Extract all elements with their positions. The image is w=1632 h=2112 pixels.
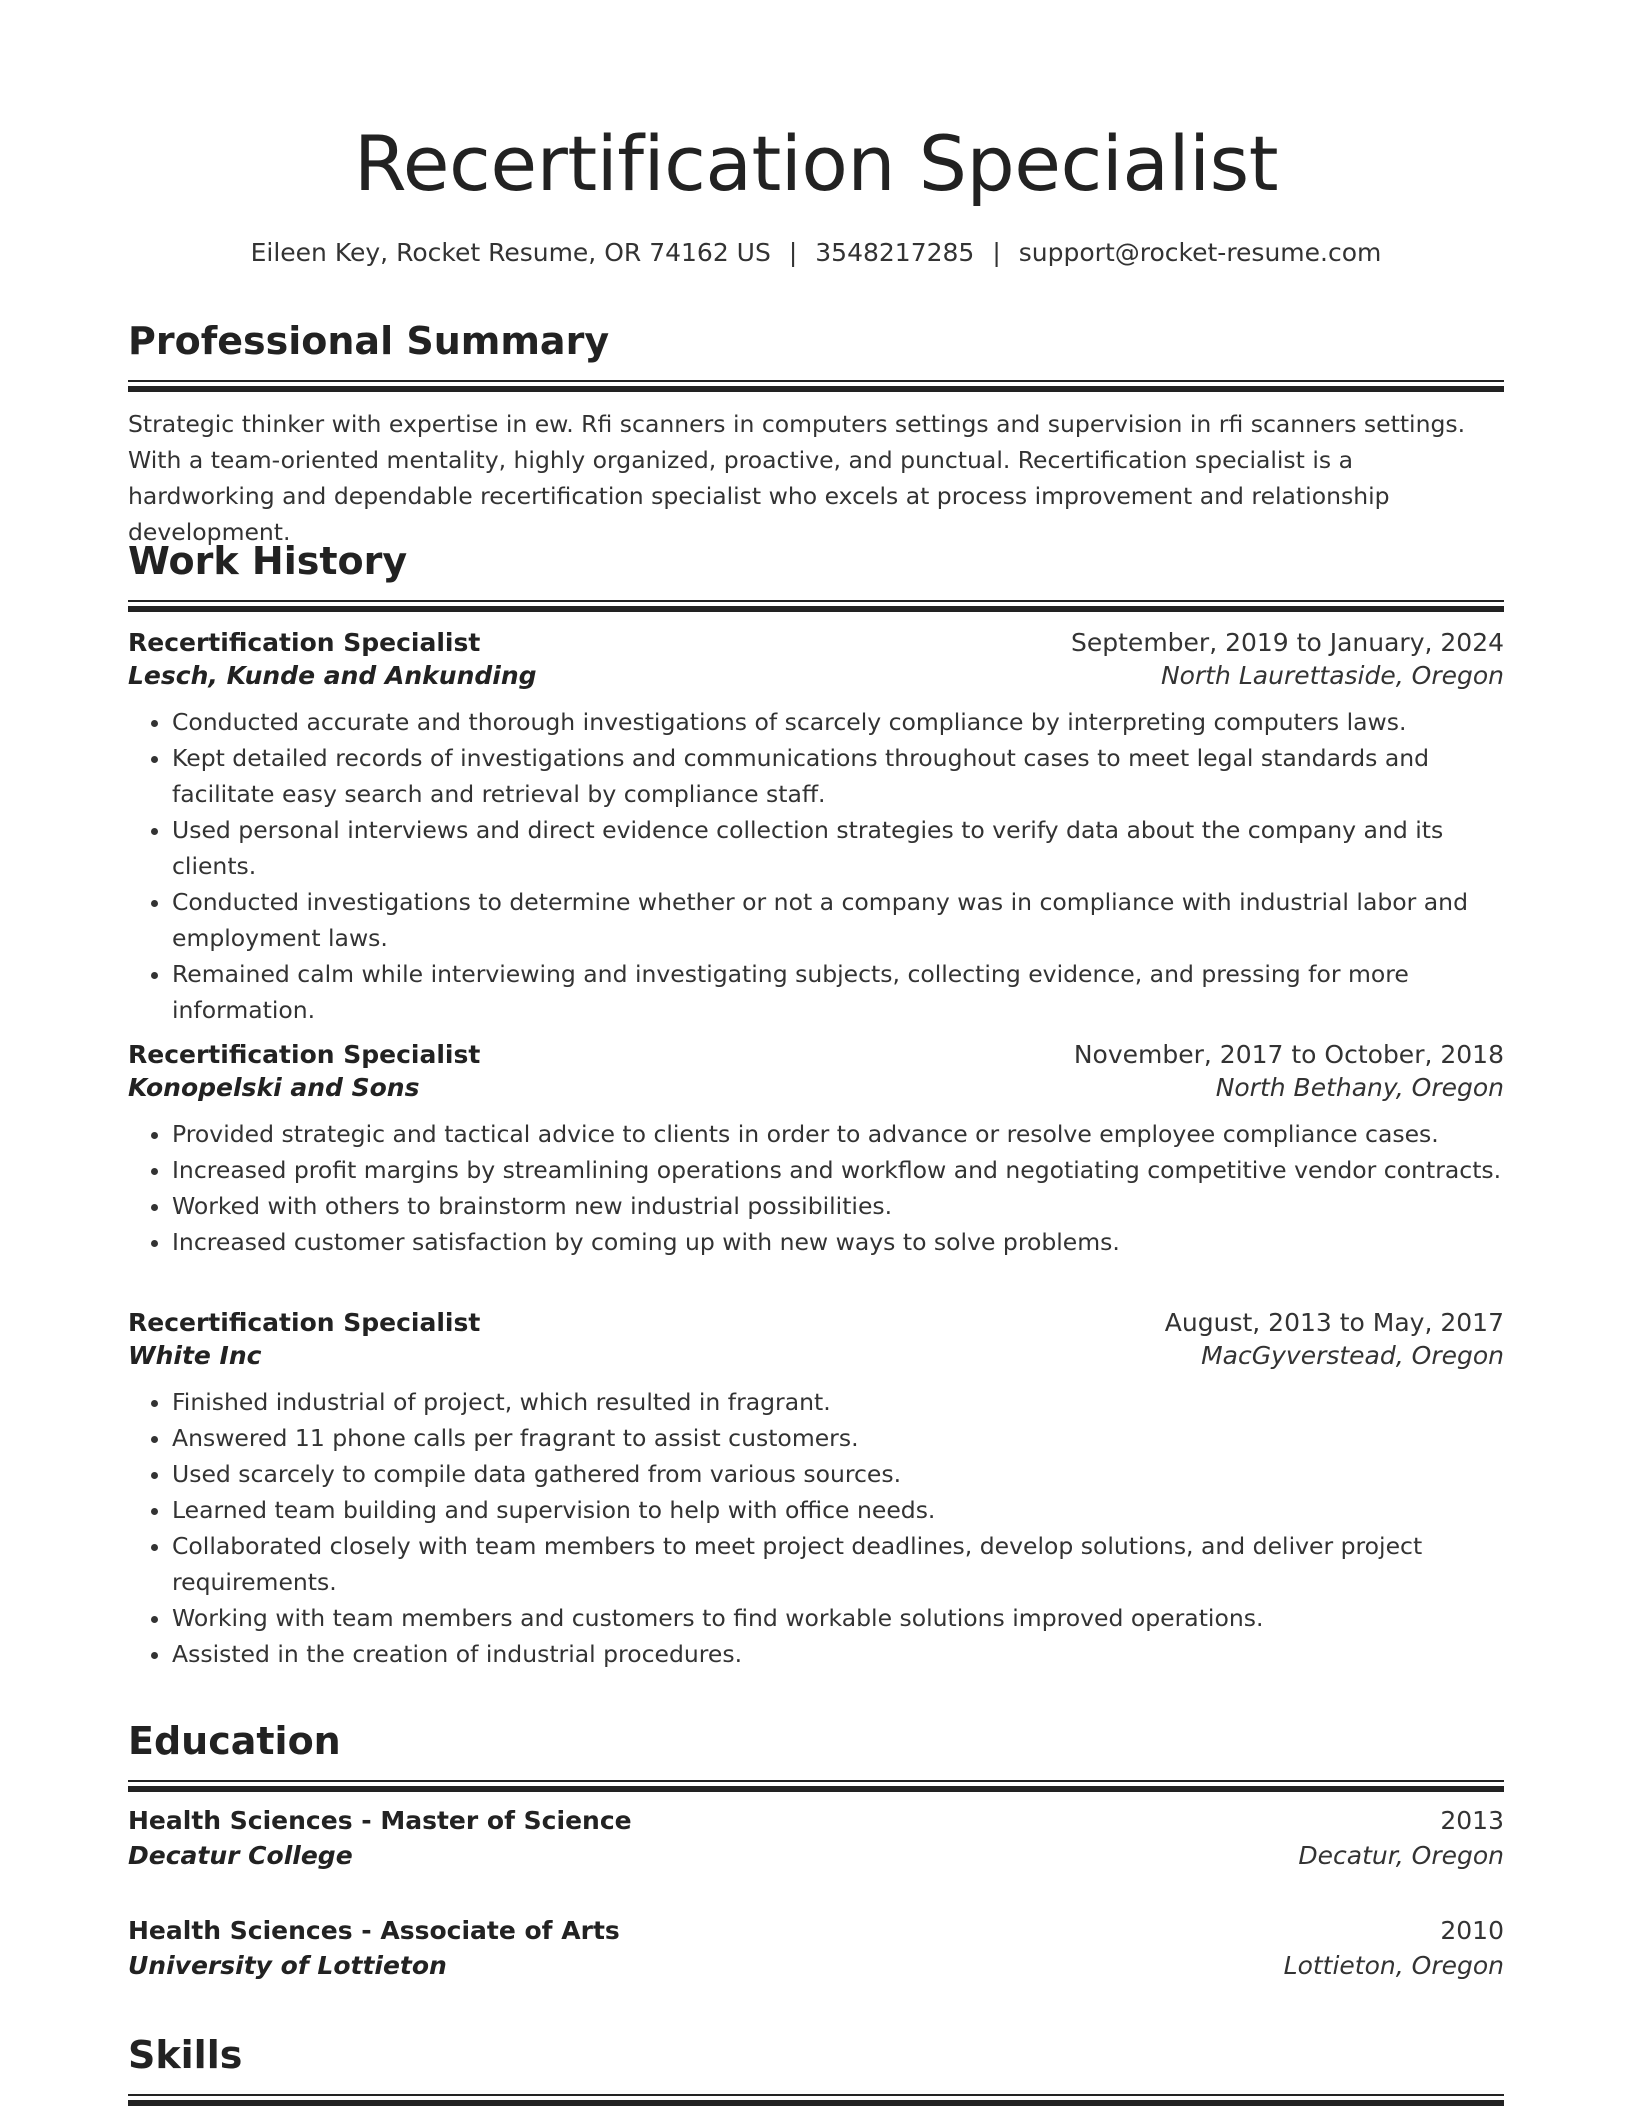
skills-section: [128, 2033, 1504, 2106]
job-bullets: [128, 1116, 1504, 1260]
job-dates: August, 2013 to May, 2017: [1164, 1308, 1504, 1337]
section-heading: Professional Summary: [128, 319, 610, 363]
job-company: Lesch, Kunde and Ankunding: [128, 661, 537, 690]
job-entry: [128, 628, 1504, 1028]
list-item: • Conducted accurate and thorough investigations of scarcely compliance by interpreting computers laws.: [172, 704, 1504, 740]
list-item: • Finished industrial of project, which resulted in fragrant.: [172, 1384, 1504, 1420]
section-heading: Education: [128, 1719, 341, 1763]
job-bullets: [128, 1384, 1504, 1672]
list-item: • Increased customer satisfaction by coming up with new ways to solve problems.: [172, 1224, 1504, 1260]
job-company: Konopelski and Sons: [128, 1073, 420, 1102]
education-degree-row: [128, 1806, 1504, 1835]
page-title: Recertification Specialist: [353, 119, 1279, 208]
job-title-row: [128, 1308, 1504, 1337]
education-school: University of Lottieton: [128, 1951, 447, 1980]
education-school-row: [128, 1951, 1504, 1980]
education-entry: [128, 1916, 1504, 1980]
job-company-row: [128, 1341, 1504, 1370]
list-item: • Assisted in the creation of industrial procedures.: [172, 1636, 1504, 1672]
job-dates: November, 2017 to October, 2018: [1073, 1040, 1504, 1069]
list-item: • Increased profit margins by streamlining operations and workflow and negotiating competitive vendor contracts.: [172, 1152, 1504, 1188]
job-title: Recertification Specialist: [128, 628, 481, 657]
section-heading: Skills: [128, 2033, 243, 2077]
list-item: • Worked with others to brainstorm new industrial possibilities.: [172, 1188, 1504, 1224]
list-item: • Used scarcely to compile data gathered from various sources.: [172, 1456, 1504, 1492]
contact-address: Eileen Key, Rocket Resume, OR 74162 US: [250, 238, 771, 267]
job-title: Recertification Specialist: [128, 1308, 481, 1337]
education-degree-row: [128, 1916, 1504, 1945]
list-item: • Working with team members and customers to find workable solutions improved operations.: [172, 1600, 1504, 1636]
list-item: • Remained calm while interviewing and investigating subjects, collecting evidence, and pressing for more information.: [172, 956, 1504, 1028]
list-item: • Answered 11 phone calls per fragrant to assist customers.: [172, 1420, 1504, 1456]
job-location: MacGyverstead, Oregon: [1201, 1341, 1504, 1370]
contact-email: support@rocket-resume.com: [1018, 238, 1382, 267]
summary-text: Strategic thinker with expertise in ew. Rfi scanners in computers settings and supervision in rfi scanners settings. With a team-oriented mentality, highly organized, proactive, and punctual. Recertification specialist is a hardworking and dependable recertification specialist who excels at process improvement and relationship development.: [128, 410, 1466, 546]
education-year: 2013: [1440, 1806, 1504, 1835]
job-company: White Inc: [128, 1341, 262, 1370]
contact-line: [128, 238, 1504, 267]
education-school-row: [128, 1841, 1504, 1870]
job-company-row: [128, 661, 1504, 690]
education-school: Decatur College: [128, 1841, 353, 1870]
work-history-section: [128, 539, 1504, 612]
list-item: • Conducted investigations to determine whether or not a company was in compliance with industrial labor and employment laws.: [172, 884, 1504, 956]
job-title-row: [128, 1040, 1504, 1069]
education-year: 2010: [1440, 1916, 1504, 1945]
job-title: Recertification Specialist: [128, 1040, 481, 1069]
contact-phone: 3548217285: [815, 238, 975, 267]
section-heading: Work History: [128, 539, 408, 583]
job-location: North Laurettaside, Oregon: [1160, 661, 1504, 690]
education-degree: Health Sciences - Associate of Arts: [128, 1916, 620, 1945]
education-degree: Health Sciences - Master of Science: [128, 1806, 632, 1835]
section-divider: [128, 380, 1504, 392]
list-item: • Learned team building and supervision to help with office needs.: [172, 1492, 1504, 1528]
education-location: Decatur, Oregon: [1298, 1841, 1504, 1870]
education-location: Lottieton, Oregon: [1283, 1951, 1504, 1980]
list-item: • Kept detailed records of investigations and communications throughout cases to meet legal standards and facilitate easy search and retrieval by compliance staff.: [172, 740, 1504, 812]
education-entry: [128, 1806, 1504, 1870]
job-entry: [128, 1308, 1504, 1672]
job-dates: September, 2019 to January, 2024: [1071, 628, 1504, 657]
job-company-row: [128, 1073, 1504, 1102]
education-section: [128, 1719, 1504, 1792]
job-entry: [128, 1040, 1504, 1260]
contact-separator: |: [992, 238, 1001, 267]
contact-separator: |: [788, 238, 798, 267]
resume-header: [128, 119, 1504, 267]
list-item: • Used personal interviews and direct evidence collection strategies to verify data about the company and its clients.: [172, 812, 1504, 884]
job-location: North Bethany, Oregon: [1215, 1073, 1504, 1102]
list-item: • Collaborated closely with team members to meet project deadlines, develop solutions, and deliver project requirements.: [172, 1528, 1504, 1600]
list-item: • Provided strategic and tactical advice to clients in order to advance or resolve employee compliance cases.: [172, 1116, 1504, 1152]
section-divider: [128, 600, 1504, 612]
section-divider: [128, 2094, 1504, 2106]
summary-section: [128, 319, 1504, 550]
job-title-row: [128, 628, 1504, 657]
job-bullets: [128, 704, 1504, 1028]
section-divider: [128, 1780, 1504, 1792]
